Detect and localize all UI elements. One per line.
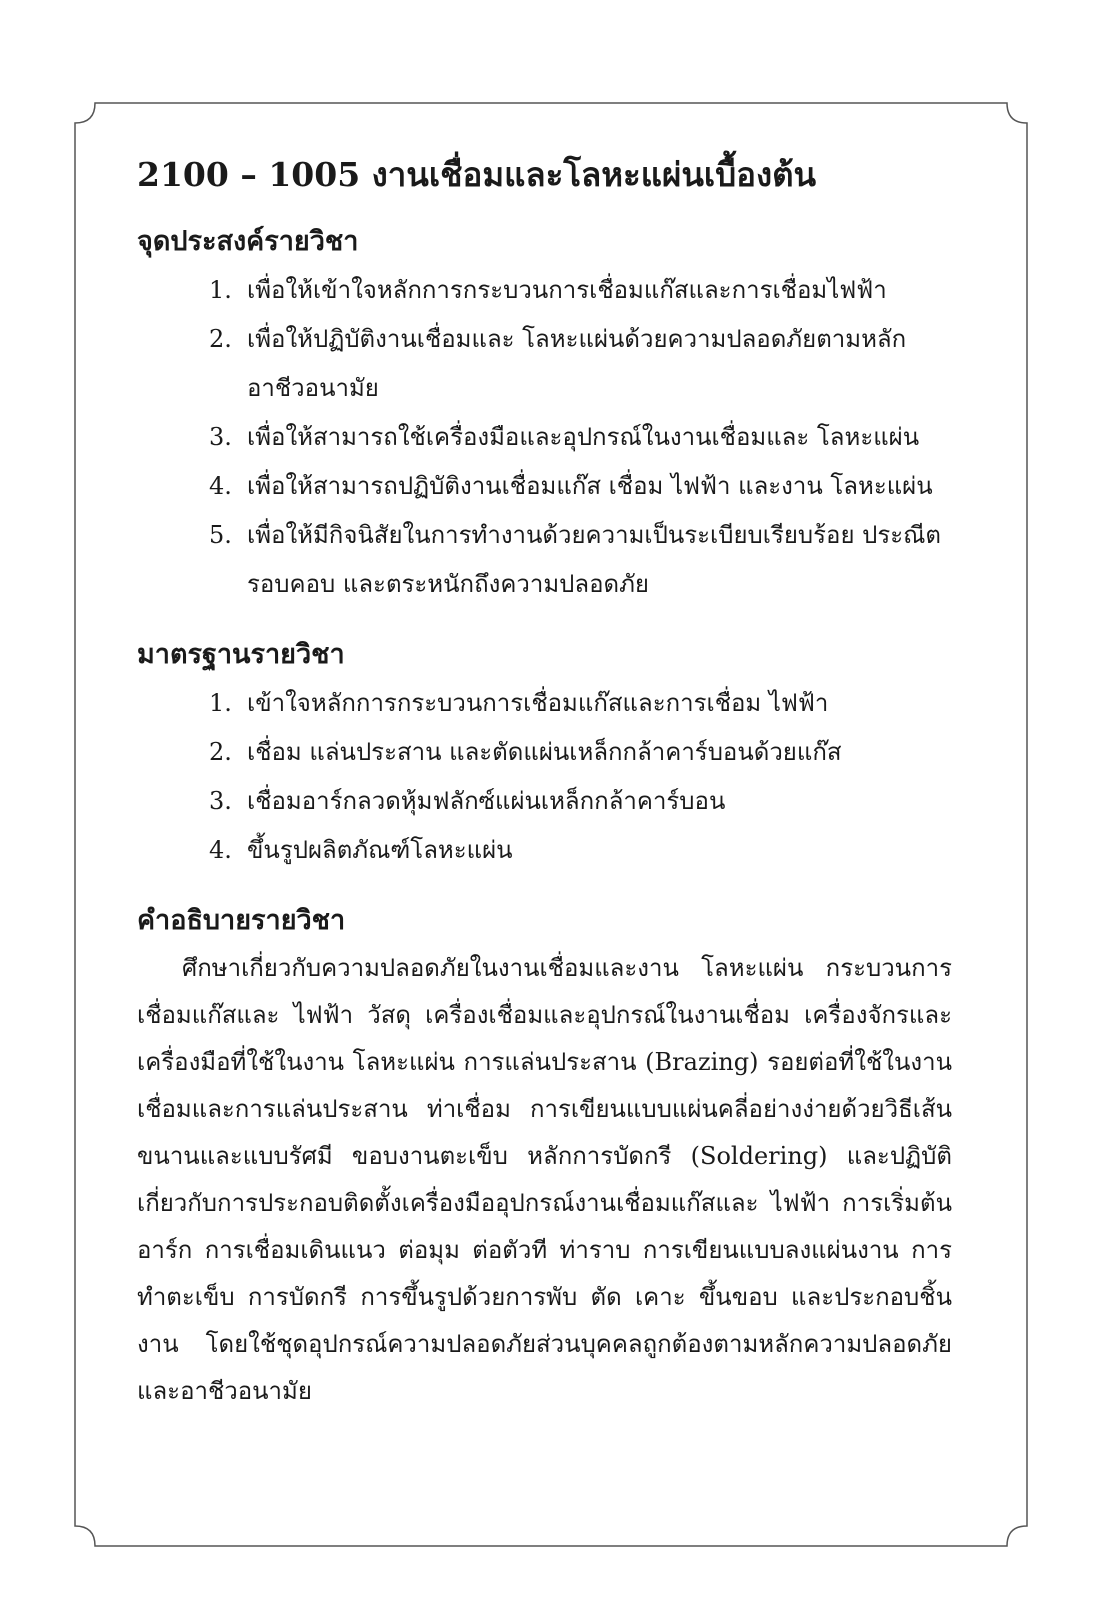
- list-item: [137, 315, 952, 413]
- list-item: [137, 511, 952, 609]
- item-text: เพื่อให้สามารถใช้เครื่องมือและอุปกรณ์ในงานเชื่อมและ โลหะแผ่น: [247, 423, 920, 451]
- description-heading: คำอธิบายรายวิชา: [137, 905, 346, 936]
- item-number: 3.: [209, 423, 232, 451]
- item-number: 1.: [209, 276, 232, 304]
- item-number: 3.: [209, 787, 232, 815]
- item-text: ขึ้นรูปผลิตภัณฑ์โลหะแผ่น: [247, 836, 513, 864]
- course-syllabus: [137, 150, 952, 1415]
- item-number: 2.: [209, 738, 232, 766]
- item-text: เพื่อให้ปฏิบัติงานเชื่อมและ โลหะแผ่นด้วยความปลอดภัยตามหลักอาชีวอนามัย: [247, 325, 907, 402]
- item-text: เชื่อม แล่นประสาน และตัดแผ่นเหล็กกล้าคาร์บอนด้วยแก๊ส: [247, 738, 842, 766]
- item-number: 2.: [209, 325, 232, 353]
- list-item: [137, 826, 952, 875]
- item-number: 4.: [209, 836, 232, 864]
- standards-heading: มาตรฐานรายวิชา: [137, 639, 345, 670]
- description-paragraph: ศึกษาเกี่ยวกับความปลอดภัยในงานเชื่อมและงาน โลหะแผ่น กระบวนการเชื่อมแก๊สและ ไฟฟ้า วัสดุ เครื่องเชื่อมและอุปกรณ์ในงานเชื่อม เครื่องจักรและเครื่องมือที่ใช้ในงาน โลหะแผ่น การแล่นประสาน (Brazing) รอยต่อที่ใช้ในงานเชื่อมและการแล่นประสาน ท่าเชื่อม การเขียนแบบแผ่นคลี่อย่างง่ายด้วยวิธีเส้นขนานและแบบรัศมี ขอบงานตะเข็บ หลักการบัดกรี (Soldering) และปฏิบัติเกี่ยวกับการประกอบติดตั้งเครื่องมืออุปกรณ์งานเชื่อมแก๊สและ ไฟฟ้า การเริ่มต้นอาร์ก การเชื่อมเดินแนว ต่อมุม ต่อตัวที ท่าราบ การเขียนแบบลงแผ่นงาน การทำตะเข็บ การบัดกรี การขึ้นรูปด้วยการพับ ตัด เคาะ ขึ้นขอบ และประกอบชิ้นงาน โดยใช้ชุดอุปกรณ์ความปลอดภัยส่วนบุคคลถูกต้องตามหลักความปลอดภัยและอาชีวอนามัย: [137, 954, 952, 1405]
- item-text: เพื่อให้สามารถปฏิบัติงานเชื่อมแก๊ส เชื่อม ไฟฟ้า และงาน โลหะแผ่น: [247, 472, 933, 500]
- item-number: 1.: [209, 689, 232, 717]
- course-title: 2100 – 1005 งานเชื่อมและโลหะแผ่นเบื้องต้น: [137, 155, 817, 194]
- item-text: เพื่อให้เข้าใจหลักการกระบวนการเชื่อมแก๊สและการเชื่อมไฟฟ้า: [247, 276, 887, 304]
- objectives-heading: จุดประสงค์รายวิชา: [137, 226, 359, 257]
- item-number: 4.: [209, 472, 232, 500]
- list-item: [137, 413, 952, 462]
- objectives-list: [137, 266, 952, 609]
- item-text: เข้าใจหลักการกระบวนการเชื่อมแก๊สและการเชื่อม ไฟฟ้า: [247, 689, 829, 717]
- item-number: 5.: [209, 521, 232, 549]
- description-section: [137, 901, 952, 1415]
- list-item: [137, 777, 952, 826]
- list-item: [137, 728, 952, 777]
- item-text: เชื่อมอาร์กลวดหุ้มฟลักซ์แผ่นเหล็กกล้าคาร์บอน: [247, 787, 726, 815]
- item-text: เพื่อให้มีกิจนิสัยในการทำงานด้วยความเป็นระเบียบเรียบร้อย ประณีต รอบคอบ และตระหนักถึงความปลอดภัย: [247, 521, 941, 598]
- standards-section: [137, 635, 952, 875]
- list-item: [137, 266, 952, 315]
- standards-list: [137, 679, 952, 875]
- list-item: [137, 679, 952, 728]
- list-item: [137, 462, 952, 511]
- objectives-section: [137, 222, 952, 609]
